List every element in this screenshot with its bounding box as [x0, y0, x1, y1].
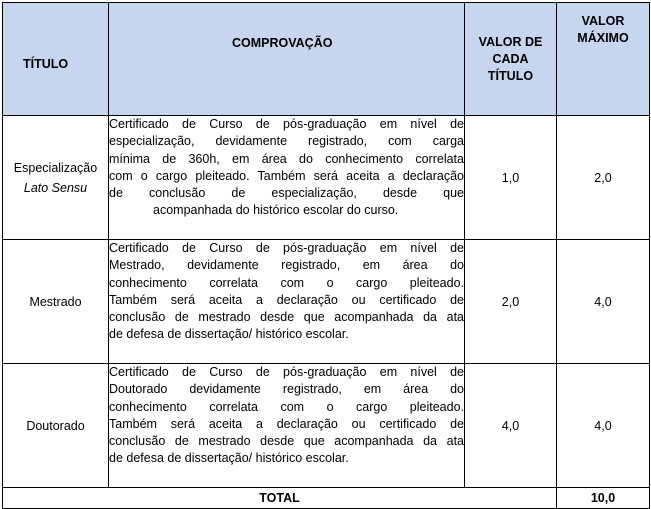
- total-value: 10,0: [557, 488, 650, 509]
- header-valor-max: [557, 3, 650, 116]
- desc-line: mínima de 360h, em área do conhecimento correlata: [109, 151, 464, 166]
- header-row: [3, 3, 650, 116]
- desc-line: Certificado de Curso de pós-graduação em nível de: [109, 241, 464, 255]
- desc-line: conhecimento correlata com o cargo pleiteado.: [109, 399, 464, 414]
- header-titulo: TÍTULO: [3, 3, 109, 116]
- titles-score-table: [2, 2, 650, 509]
- total-row: [3, 488, 650, 509]
- desc-line: conclusão de mestrado desde que acompanhada da ata: [109, 434, 464, 449]
- row-valor-max: 4,0: [557, 240, 650, 364]
- row-title: Mestrado: [3, 240, 109, 364]
- desc-line: especialização, devidamente registrado, com carga: [109, 134, 464, 149]
- header-valor-cada: [465, 3, 557, 116]
- desc-line: conhecimento correlata com o cargo pleiteado.: [109, 275, 464, 290]
- desc-line: de defesa de dissertação/ histórico escolar.: [109, 327, 349, 342]
- desc-line: Mestrado, devidamente registrado, em área do: [109, 258, 464, 273]
- header-valor-cada-line3: TÍTULO: [487, 68, 534, 83]
- row-valor-max: 4,0: [557, 364, 650, 488]
- table-row: [3, 364, 650, 488]
- table-row: [3, 240, 650, 364]
- header-valor-cada-line2: CADA: [492, 51, 529, 66]
- desc-line: Certificado de Curso de pós-graduação em nível de: [109, 365, 464, 379]
- header-comprovacao: COMPROVAÇÃO: [109, 3, 465, 116]
- desc-line: conclusão de mestrado desde que acompanhada da ata: [109, 310, 464, 325]
- desc-line: de conclusão de especialização, desde que: [109, 186, 464, 201]
- desc-line: de defesa de dissertação/ histórico escolar.: [109, 451, 349, 466]
- table-row: [3, 116, 650, 240]
- desc-line: Também será aceita a declaração ou certificado de: [109, 416, 464, 431]
- row-valor-cada: 1,0: [465, 116, 557, 240]
- desc-line: com o cargo pleiteado. Também será aceita a declaração: [109, 168, 464, 183]
- row-description: [109, 116, 465, 240]
- row-valor-max: 2,0: [557, 116, 650, 240]
- desc-line: Também será aceita a declaração ou certificado de: [109, 292, 464, 307]
- desc-line: Doutorado devidamente registrado, em área do: [109, 382, 464, 397]
- header-valor-max-line2: MÁXIMO: [577, 31, 629, 45]
- row-valor-cada: 4,0: [465, 364, 557, 488]
- desc-line: acompanhada do histórico escolar do curso.: [153, 203, 399, 218]
- header-valor-max-line1: VALOR: [581, 14, 625, 28]
- row-valor-cada: 2,0: [465, 240, 557, 364]
- row-description: [109, 364, 465, 488]
- row-title: [3, 116, 109, 240]
- row-title-sub: Lato Sensu: [23, 180, 88, 195]
- total-label: TOTAL: [3, 488, 557, 509]
- header-valor-cada-line1: VALOR DE: [478, 34, 543, 49]
- row-title: Doutorado: [3, 364, 109, 488]
- row-description: [109, 240, 465, 364]
- desc-line: Certificado de Curso de pós-graduação em nível de: [109, 117, 464, 131]
- row-title-main: Especialização: [13, 160, 98, 175]
